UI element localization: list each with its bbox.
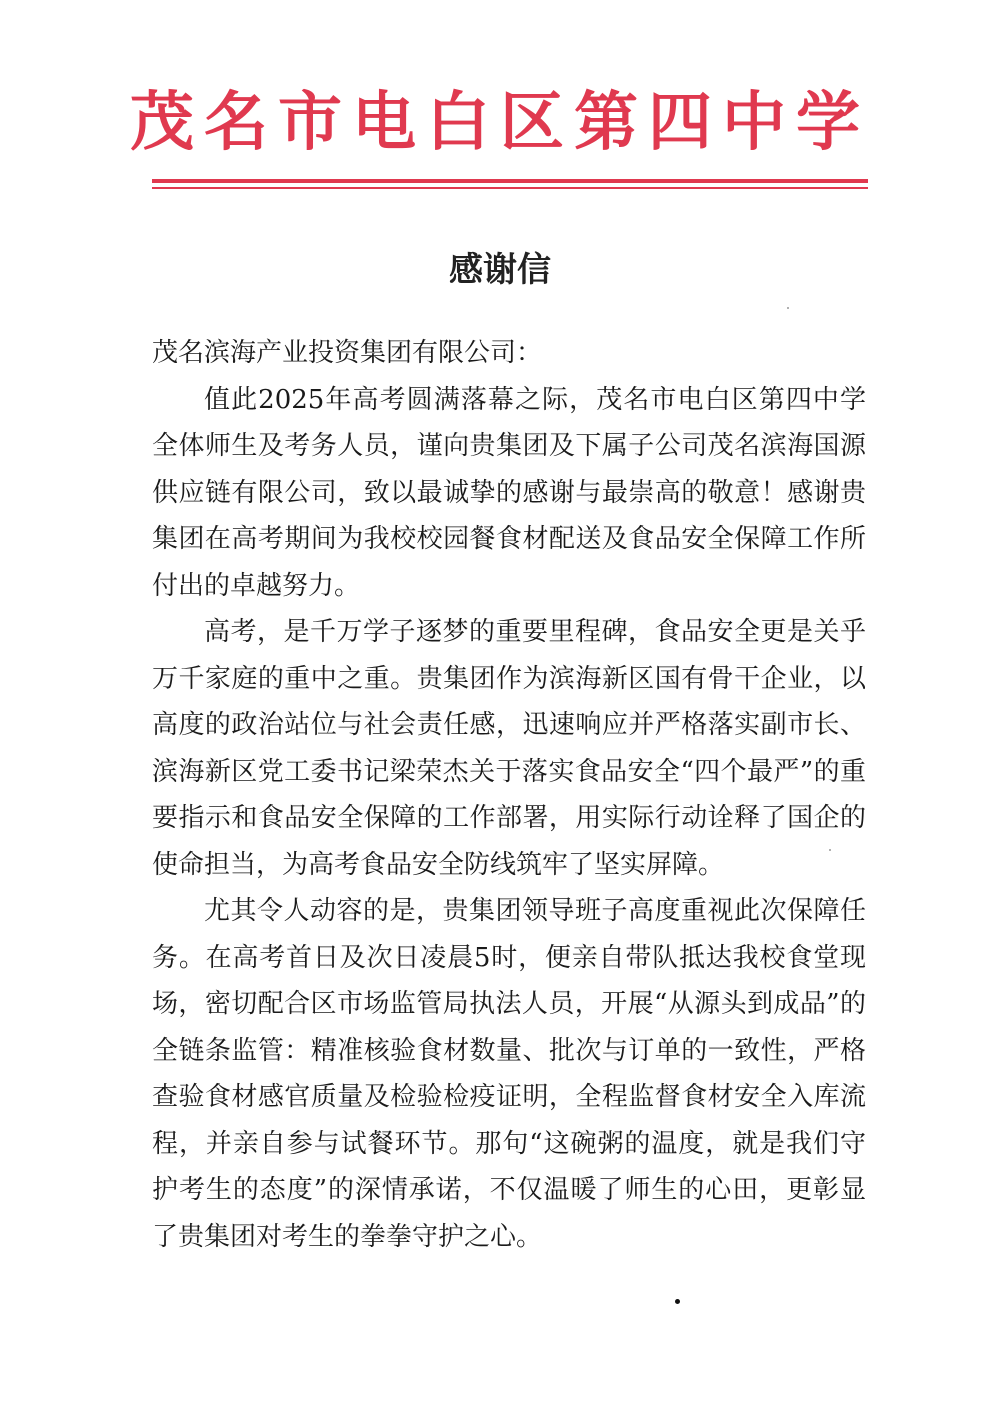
letterhead-school-name: 茂名市电白区第四中学	[130, 86, 870, 160]
letterhead-rule-thick	[152, 179, 868, 183]
letterhead-rule-thin	[152, 187, 868, 189]
paragraph-2: 高考，是千万学子逐梦的重要里程碑，食品安全更是关乎万千家庭的重中之重。贵集团作为滨海新区国有骨干企业，以高度的政治站位与社会责任感，迅速响应并严格落实副市长、滨海新区党工委书记梁荣杰关于落实食品安全“四个最严”的重要指示和食品安全保障的工作部署，用实际行动诠释了国企的使命担当，为高考食品安全防线筑牢了坚实屏障。	[152, 617, 866, 880]
paragraph-3: 尤其令人动容的是，贵集团领导班子高度重视此次保障任务。在高考首日及次日凌晨5时，便亲自带队抵达我校食堂现场，密切配合区市场监管局执法人员，开展“从源头到成品”的全链条监管：精准核验食材数量、批次与订单的一致性，严格查验食材感官质量及检验检疫证明，全程监督食材安全入库流程，并亲自参与试餐环节。那句“这碗粥的温度，就是我们守护考生的态度”的深情承诺，不仅温暖了师生的心田，更彰显了贵集团对考生的拳拳守护之心。	[152, 896, 866, 1252]
document-title: 感谢信	[449, 250, 551, 290]
letter-body	[152, 330, 866, 1260]
paragraph-1: 值此2025年高考圆满落幕之际，茂名市电白区第四中学全体师生及考务人员，谨向贵集团及下属子公司茂名滨海国源供应链有限公司，致以最诚挚的感谢与最崇高的敬意！感谢贵集团在高考期间为我校校园餐食材配送及食品安全保障工作所付出的卓越努力。	[152, 384, 866, 601]
scan-speck	[829, 849, 831, 851]
salutation: 茂名滨海产业投资集团有限公司：	[152, 338, 543, 368]
scan-speck	[787, 307, 789, 309]
scan-mark-dot	[675, 1299, 680, 1304]
